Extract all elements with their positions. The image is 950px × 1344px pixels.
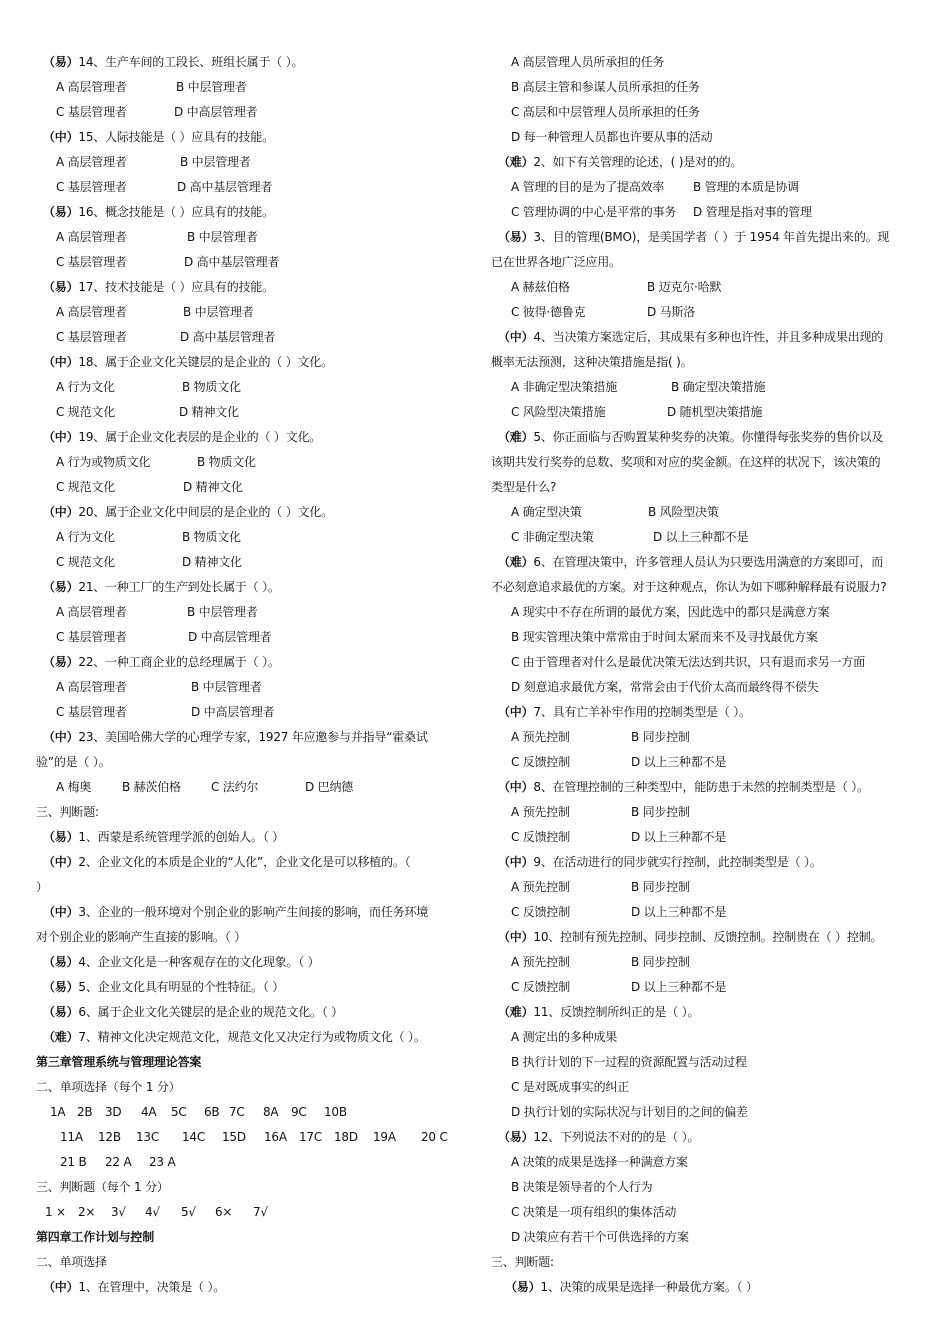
option-text: A 预先控制 (511, 880, 570, 894)
text-line: 已在世界各地广泛应用。 (491, 255, 621, 269)
question-line (491, 550, 921, 575)
option-text: A 预先控制 (511, 955, 570, 969)
option-row (36, 250, 460, 275)
option-text: C 基层管理者 (56, 255, 127, 269)
option-text: A 行为文化 (56, 530, 115, 544)
difficulty-label: （易） (43, 655, 79, 669)
difficulty-label: （中） (43, 130, 79, 144)
text-line: 三、判断题: (491, 1255, 554, 1269)
difficulty-label: （中） (43, 905, 79, 919)
difficulty-label: （中） (498, 705, 534, 719)
question-text: 14、生产车间的工段长、班组长属于（ ）。 (78, 55, 304, 69)
answer-item: 19A (373, 1130, 396, 1144)
answer-item: 1 × (45, 1205, 66, 1219)
answer-row (36, 1200, 460, 1225)
option-text: C 基层管理者 (56, 105, 127, 119)
option-text: A 预先控制 (511, 730, 570, 744)
answer-item: 21 B (60, 1155, 87, 1169)
answer-item: 5√ (181, 1205, 196, 1219)
text-line: 二、单项选择（每个 1 分） (36, 1080, 181, 1094)
option-text: C 基层管理者 (56, 180, 127, 194)
answer-row (36, 1150, 460, 1175)
question-text: 17、技术技能是（ ）应具有的技能。 (78, 280, 274, 294)
question-text: 4、当决策方案选定后，其成果有多种也许性，并且多种成果出现的 (533, 330, 884, 344)
option-text: D 随机型决策措施 (667, 405, 763, 419)
option-row (491, 300, 921, 325)
question-text: 22、一种工商企业的总经理属于（ ）。 (78, 655, 280, 669)
option-text: D 精神文化 (179, 405, 239, 419)
option-row: C 高层和中层管理人员所承担的任务 (511, 105, 700, 119)
option-row (36, 325, 460, 350)
option-text: D 高中基层管理者 (177, 180, 273, 194)
option-text: C 反馈控制 (511, 980, 570, 994)
difficulty-label: （中） (43, 430, 79, 444)
difficulty-label: （难） (498, 430, 534, 444)
option-row: D 决策应有若干个可供选择的方案 (511, 1230, 689, 1244)
question-text: 23、美国哈佛大学的心理学专家，1927 年应邀参与并指导“霍桑试 (78, 730, 428, 744)
option-text: A 高层管理者 (56, 80, 127, 94)
question-line (491, 850, 921, 875)
difficulty-label: （易） (43, 980, 79, 994)
option-row (491, 175, 921, 200)
option-text: C 基层管理者 (56, 705, 127, 719)
question-text: 10、控制有预先控制、同步控制、反馈控制。控制贵在（ ）控制。 (533, 930, 883, 944)
answer-item: 8A (263, 1105, 279, 1119)
option-row (491, 900, 921, 925)
option-row (491, 825, 921, 850)
answer-item: 15D (222, 1130, 246, 1144)
answer-item: 2B (77, 1105, 93, 1119)
option-text: C 非确定型决策 (511, 530, 594, 544)
option-row (491, 800, 921, 825)
option-row: C 由于管理者对什么是最优决策无法达到共识，只有退而求另一方面 (511, 655, 865, 669)
option-row (36, 775, 460, 800)
option-text: A 高层管理者 (56, 155, 127, 169)
option-text: B 风险型决策 (648, 505, 719, 519)
option-text: B 中层管理者 (176, 80, 247, 94)
answer-item: 6B (204, 1105, 220, 1119)
option-text: D 中高层管理者 (174, 105, 258, 119)
difficulty-label: （难） (498, 1005, 534, 1019)
option-text: C 管理协调的中心是平常的事务 (511, 205, 677, 219)
text-line: ） (36, 880, 48, 894)
option-row: A 决策的成果是选择一种满意方案 (511, 1155, 688, 1169)
option-text: A 非确定型决策措施 (511, 380, 618, 394)
option-row (491, 275, 921, 300)
answer-item: 13C (136, 1130, 160, 1144)
option-text: A 行为文化 (56, 380, 115, 394)
question-line (491, 1275, 921, 1300)
difficulty-label: （易） (43, 55, 79, 69)
question-text: 6、在管理决策中，许多管理人员认为只要选用满意的方案即可，而 (533, 555, 884, 569)
option-row: D 每一种管理人员都也许要从事的活动 (511, 130, 713, 144)
chapter-heading: 第四章工作计划与控制 (36, 1230, 155, 1244)
question-text: 20、属于企业文化中间层的是企业的（ ）文化。 (78, 505, 333, 519)
option-text: A 高层管理者 (56, 605, 127, 619)
question-line (491, 1125, 921, 1150)
option-text: D 以上三种都不是 (631, 980, 727, 994)
option-text: B 迈克尔·哈默 (647, 280, 722, 294)
question-text: 2、企业文化的本质是企业的“人化”，企业文化是可以移植的。（ (78, 855, 411, 869)
answer-item: 4A (141, 1105, 157, 1119)
question-line (491, 325, 921, 350)
option-row: D 执行计划的实际状况与计划目的之间的偏差 (511, 1105, 748, 1119)
option-row (36, 600, 460, 625)
option-text: B 同步控制 (631, 880, 690, 894)
difficulty-label: （易） (43, 205, 79, 219)
difficulty-label: （中） (43, 855, 79, 869)
question-text: 11、反馈控制所纠正的是（ ）。 (533, 1005, 700, 1019)
difficulty-label: （中） (43, 355, 79, 369)
difficulty-label: （易） (498, 230, 534, 244)
question-text: 19、属于企业文化表层的是企业的（ ）文化。 (78, 430, 322, 444)
difficulty-label: （中） (498, 930, 534, 944)
option-text: A 高层管理者 (56, 230, 127, 244)
difficulty-label: （中） (498, 855, 534, 869)
option-row (491, 975, 921, 1000)
answer-item: 16A (264, 1130, 287, 1144)
question-text: 1、在管理中，决策是（ ）。 (78, 1280, 226, 1294)
option-row: B 高层主管和参谋人员所承担的任务 (511, 80, 700, 94)
option-text: B 中层管理者 (183, 305, 254, 319)
option-row (36, 550, 460, 575)
option-text: D 精神文化 (183, 480, 243, 494)
option-text: B 管理的本质是协调 (693, 180, 800, 194)
answer-item: 7√ (253, 1205, 268, 1219)
option-row (36, 100, 460, 125)
difficulty-label: （中） (43, 730, 79, 744)
option-row (491, 950, 921, 975)
question-line (36, 200, 460, 225)
option-text: B 物质文化 (182, 380, 241, 394)
option-text: D 高中基层管理者 (184, 255, 280, 269)
option-row (36, 175, 460, 200)
option-text: B 中层管理者 (191, 680, 262, 694)
question-line (36, 725, 460, 750)
difficulty-label: （中） (498, 780, 534, 794)
question-text: 3、企业的一般环境对个别企业的影响产生间接的影响，而任务环境 (78, 905, 429, 919)
text-line: 验”的是（ ）。 (36, 755, 111, 769)
question-text: 21、一种工厂的生产到处长属于（ ）。 (78, 580, 280, 594)
option-text: C 法约尔 (211, 780, 259, 794)
difficulty-label: （易） (505, 1280, 541, 1294)
option-text: B 中层管理者 (187, 230, 258, 244)
option-row: A 现实中不存在所谓的最优方案，因此选中的都只是满意方案 (511, 605, 830, 619)
option-text: D 巴纳德 (305, 780, 354, 794)
option-row (36, 525, 460, 550)
option-row (36, 75, 460, 100)
option-text: A 高层管理者 (56, 680, 127, 694)
option-text: D 以上三种都不是 (631, 905, 727, 919)
question-line (36, 125, 460, 150)
option-text: C 规范文化 (56, 555, 115, 569)
question-line (491, 225, 921, 250)
option-text: B 同步控制 (631, 730, 690, 744)
answer-item: 18D (334, 1130, 358, 1144)
option-text: D 以上三种都不是 (653, 530, 749, 544)
question-text: 12、下列说法不对的的是（ ）。 (533, 1130, 700, 1144)
answer-item: 3D (105, 1105, 122, 1119)
answer-item: 22 A (105, 1155, 132, 1169)
option-text: C 反馈控制 (511, 755, 570, 769)
question-line (491, 925, 921, 950)
answer-item: 5C (171, 1105, 187, 1119)
question-text: 8、在管理控制的三种类型中，能防患于未然的控制类型是（ ）。 (533, 780, 869, 794)
option-text: D 马斯洛 (647, 305, 696, 319)
option-text: B 同步控制 (631, 805, 690, 819)
option-row: D 刻意追求最优方案，常常会由于代价太高而最终得不偿失 (511, 680, 819, 694)
answer-item: 23 A (149, 1155, 176, 1169)
difficulty-label: （易） (43, 1005, 79, 1019)
option-row (36, 675, 460, 700)
answer-item: 17C (299, 1130, 323, 1144)
option-text: D 中高层管理者 (191, 705, 275, 719)
option-text: C 基层管理者 (56, 330, 127, 344)
option-row: B 决策是领导者的个人行为 (511, 1180, 653, 1194)
option-row (491, 400, 921, 425)
option-row: B 执行计划的下一过程的资源配置与活动过程 (511, 1055, 747, 1069)
option-text: A 预先控制 (511, 805, 570, 819)
option-text: B 同步控制 (631, 955, 690, 969)
question-line (36, 1275, 460, 1300)
option-row (491, 500, 921, 525)
option-text: B 赫茨伯格 (122, 780, 181, 794)
text-line: 概率无法预测，这种决策措施是指( )。 (491, 355, 693, 369)
answer-item: 1A (50, 1105, 66, 1119)
option-text: C 风险型决策措施 (511, 405, 606, 419)
option-text: A 赫兹伯格 (511, 280, 570, 294)
question-line (36, 975, 460, 1000)
option-row (36, 300, 460, 325)
question-text: 3、目的管理(BMO)，是美国学者（ ）于 1954 年首先提出来的。现 (533, 230, 890, 244)
option-row: C 决策是一项有组织的集体活动 (511, 1205, 677, 1219)
answer-row (36, 1125, 460, 1150)
difficulty-label: （易） (498, 1130, 534, 1144)
option-row (36, 150, 460, 175)
question-line (36, 425, 460, 450)
difficulty-label: （难） (498, 155, 534, 169)
question-text: 9、在活动进行的同步就实行控制，此控制类型是（ ）。 (533, 855, 822, 869)
answer-item: 7C (229, 1105, 245, 1119)
option-text: B 物质文化 (182, 530, 241, 544)
option-row: A 测定出的多种成果 (511, 1030, 618, 1044)
question-line (36, 825, 460, 850)
option-row (491, 875, 921, 900)
option-text: D 精神文化 (182, 555, 242, 569)
text-line: 三、判断题: (36, 805, 99, 819)
option-row (36, 625, 460, 650)
answer-item: 14C (182, 1130, 206, 1144)
chapter-heading: 第三章管理系统与管理理论答案 (36, 1055, 202, 1069)
difficulty-label: （易） (43, 280, 79, 294)
question-line (36, 575, 460, 600)
option-row: A 高层管理人员所承担的任务 (511, 55, 665, 69)
left-column (36, 50, 460, 1300)
answer-item: 10B (324, 1105, 347, 1119)
option-text: A 高层管理者 (56, 305, 127, 319)
question-line (36, 1025, 460, 1050)
text-line: 类型是什么? (491, 480, 557, 494)
question-line (491, 775, 921, 800)
question-line (36, 650, 460, 675)
question-text: 2、如下有关管理的论述，( )是对的的。 (533, 155, 743, 169)
question-line (36, 500, 460, 525)
difficulty-label: （易） (43, 580, 79, 594)
option-text: B 中层管理者 (187, 605, 258, 619)
option-text: C 规范文化 (56, 405, 115, 419)
option-row (36, 400, 460, 425)
question-line (491, 425, 921, 450)
question-line (36, 50, 460, 75)
question-text: 7、精神文化决定规范文化，规范文化又决定行为或物质文化（ ）。 (78, 1030, 426, 1044)
option-row (491, 525, 921, 550)
difficulty-label: （中） (498, 330, 534, 344)
question-line (491, 700, 921, 725)
answer-item: 12B (98, 1130, 121, 1144)
difficulty-label: （难） (43, 1030, 79, 1044)
text-line: 二、单项选择 (36, 1255, 107, 1269)
option-row (491, 200, 921, 225)
question-text: 16、概念技能是（ ）应具有的技能。 (78, 205, 274, 219)
question-text: 1、决策的成果是选择一种最优方案。（ ） (540, 1280, 758, 1294)
answer-item: 6× (215, 1205, 233, 1219)
option-text: A 确定型决策 (511, 505, 582, 519)
question-line (36, 1000, 460, 1025)
option-text: B 中层管理者 (180, 155, 251, 169)
option-text: D 以上三种都不是 (631, 830, 727, 844)
text-line: 对个别企业的影响产生直接的影响。（ ） (36, 930, 247, 944)
question-line (36, 275, 460, 300)
option-text: D 高中基层管理者 (180, 330, 276, 344)
option-row (36, 700, 460, 725)
option-row (491, 725, 921, 750)
answer-item: 2× (78, 1205, 96, 1219)
option-row (491, 750, 921, 775)
option-text: B 物质文化 (197, 455, 256, 469)
question-line (36, 950, 460, 975)
option-row (36, 450, 460, 475)
question-line (491, 150, 921, 175)
difficulty-label: （易） (43, 955, 79, 969)
question-text: 5、你正面临与否购置某种奖券的决策。你懂得每张奖券的售价以及 (533, 430, 884, 444)
option-row (36, 475, 460, 500)
difficulty-label: （中） (43, 505, 79, 519)
difficulty-label: （易） (43, 830, 79, 844)
option-text: D 中高层管理者 (188, 630, 272, 644)
answer-item: 20 C (421, 1130, 448, 1144)
question-text: 7、具有亡羊补牢作用的控制类型是（ ）。 (533, 705, 751, 719)
option-text: C 彼得·德鲁克 (511, 305, 586, 319)
option-row: C 是对既成事实的纠正 (511, 1080, 629, 1094)
text-line: 不必刻意追求最优的方案。对于这种观点，你认为如下哪种解释最有说服力? (491, 580, 887, 594)
difficulty-label: （难） (498, 555, 534, 569)
question-text: 4、企业文化是一种客观存在的文化现象。（ ） (78, 955, 320, 969)
option-text: B 确定型决策措施 (671, 380, 766, 394)
answer-item: 11A (60, 1130, 83, 1144)
option-text: A 管理的目的是为了提高效率 (511, 180, 665, 194)
text-line: 三、判断题（每个 1 分） (36, 1180, 169, 1194)
option-text: C 反馈控制 (511, 830, 570, 844)
answer-item: 9C (291, 1105, 307, 1119)
answer-row (36, 1100, 460, 1125)
option-row: B 现实管理决策中常常由于时间太紧而来不及寻找最优方案 (511, 630, 818, 644)
option-text: A 梅奥 (56, 780, 92, 794)
option-text: A 行为或物质文化 (56, 455, 151, 469)
text-line: 该期共发行奖券的总数、奖项和对应的奖金额。在这样的状况下，该决策的 (491, 455, 881, 469)
answer-item: 3√ (111, 1205, 126, 1219)
question-text: 6、属于企业文化关键层的是企业的规范文化。（ ） (78, 1005, 344, 1019)
right-column (491, 50, 921, 1300)
question-line (36, 350, 460, 375)
option-row (36, 225, 460, 250)
question-line (36, 900, 460, 925)
question-text: 1、西蒙是系统管理学派的创始人。（ ） (78, 830, 285, 844)
option-text: D 以上三种都不是 (631, 755, 727, 769)
option-text: C 基层管理者 (56, 630, 127, 644)
option-text: C 反馈控制 (511, 905, 570, 919)
option-text: D 管理是指对事的管理 (693, 205, 812, 219)
option-row (491, 375, 921, 400)
question-line (36, 850, 460, 875)
question-text: 15、人际技能是（ ）应具有的技能。 (78, 130, 274, 144)
question-line (491, 1000, 921, 1025)
option-row (36, 375, 460, 400)
question-text: 5、企业文化具有明显的个性特征。（ ） (78, 980, 285, 994)
difficulty-label: （中） (43, 1280, 79, 1294)
question-text: 18、属于企业文化关键层的是企业的（ ）文化。 (78, 355, 333, 369)
option-text: C 规范文化 (56, 480, 115, 494)
answer-item: 4√ (145, 1205, 160, 1219)
